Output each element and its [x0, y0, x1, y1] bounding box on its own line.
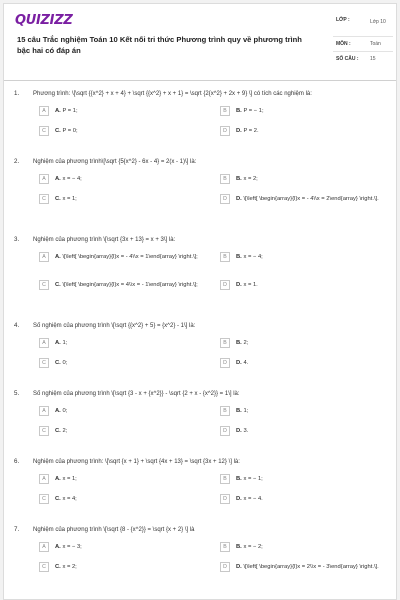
option-text [55, 359, 210, 367]
meta-socau-label: SỐ CÂU : [336, 56, 359, 62]
meta-socau-value: 15 [370, 56, 376, 62]
option-value: x = − 3; [62, 544, 82, 550]
option-text [236, 281, 391, 289]
question-3 [4, 236, 396, 314]
option-text [55, 475, 210, 483]
option-key: C. [55, 428, 61, 434]
option-text [236, 359, 391, 367]
option-value: 0; [62, 408, 68, 414]
option-text [55, 543, 210, 551]
option-text [236, 127, 391, 135]
option-letter-box: C [39, 126, 49, 136]
option-key: D. [236, 282, 242, 288]
option-key: C. [55, 564, 61, 570]
option-letter-box: C [39, 280, 49, 290]
question-5 [4, 390, 396, 450]
option-value: x = − 4; [243, 254, 263, 260]
option-text [236, 475, 391, 483]
option-key: D. [236, 428, 242, 434]
option-letter-box: C [39, 194, 49, 204]
question-4 [4, 322, 396, 382]
meta-box [333, 14, 393, 66]
question-number: 6. [14, 458, 20, 465]
option-key: B. [236, 544, 242, 550]
option-key: A. [55, 176, 61, 182]
option-letter-box: D [220, 426, 230, 436]
option-letter-box: C [39, 426, 49, 436]
option-value: \[\left[ \begin{array}{l}x = - 4\\x = 1\end{array} \right.\]; [62, 254, 198, 260]
option-value: 2; [62, 428, 68, 434]
option-key: C. [55, 360, 61, 366]
option-key: D. [236, 564, 242, 570]
option-letter-box: B [220, 252, 230, 262]
option-letter-box: A [39, 474, 49, 484]
option-key: A. [55, 254, 61, 260]
question-2 [4, 158, 396, 228]
question-6 [4, 458, 396, 518]
option-key: C. [55, 196, 61, 202]
option-text [55, 407, 210, 415]
option-key: A. [55, 544, 61, 550]
meta-lop-value: Lớp 10 [370, 19, 386, 25]
option-text [236, 107, 391, 115]
option-text [236, 427, 391, 435]
option-text [55, 339, 210, 347]
option-text [55, 107, 210, 115]
option-text [55, 175, 210, 183]
meta-lop-label: LỚP : [336, 17, 350, 23]
question-number: 2. [14, 158, 20, 165]
option-letter-box: D [220, 126, 230, 136]
option-key: C. [55, 282, 61, 288]
option-text [236, 195, 391, 203]
option-letter-box: D [220, 280, 230, 290]
option-letter-box: A [39, 252, 49, 262]
question-text: Nghiệm của phương trình \[\sqrt {8 - {x^2}} = \sqrt {x + 2} \] là [33, 527, 195, 533]
option-text [236, 495, 391, 503]
question-number: 5. [14, 390, 20, 397]
question-number: 4. [14, 322, 20, 329]
option-value: x = 1. [243, 282, 258, 288]
option-value: P = − 1; [243, 108, 264, 114]
option-letter-box: C [39, 358, 49, 368]
option-key: C. [55, 128, 61, 134]
option-value: 2; [243, 340, 249, 346]
option-value: x = 1; [62, 196, 77, 202]
option-letter-box: D [220, 562, 230, 572]
option-key: D. [236, 496, 242, 502]
option-value: x = 4; [62, 496, 77, 502]
option-key: A. [55, 340, 61, 346]
worksheet-header [4, 4, 396, 81]
option-letter-box: A [39, 406, 49, 416]
option-key: B. [236, 176, 242, 182]
option-letter-box: C [39, 494, 49, 504]
option-text [236, 563, 391, 571]
question-number: 3. [14, 236, 20, 243]
option-letter-box: B [220, 474, 230, 484]
option-letter-box: A [39, 542, 49, 552]
option-text [55, 427, 210, 435]
option-text [236, 339, 391, 347]
option-letter-box: D [220, 358, 230, 368]
question-text: Nghiệm của phương trình\[\sqrt {5{x^2} - 6x - 4} = 2(x - 1)\] là: [33, 159, 197, 165]
option-letter-box: C [39, 562, 49, 572]
option-value: \[\left[ \begin{array}{l}x = 2\\x = - 3\end{array} \right.\]. [243, 564, 379, 570]
option-value: x = 1; [62, 476, 77, 482]
meta-mon-value: Toán [370, 41, 381, 47]
option-letter-box: B [220, 106, 230, 116]
option-key: B. [236, 476, 242, 482]
option-text [55, 195, 210, 203]
option-value: x = 2; [62, 564, 77, 570]
option-key: D. [236, 196, 242, 202]
question-1 [4, 90, 396, 150]
option-value: x = − 1; [243, 476, 263, 482]
option-text [55, 127, 210, 135]
meta-row-lop [333, 14, 393, 37]
option-value: 1; [243, 408, 249, 414]
option-key: B. [236, 108, 242, 114]
question-text: Nghiệm của phương trình: \[\sqrt {x + 1} + \sqrt {4x + 13} = \sqrt {3x + 12} \] là: [33, 459, 240, 465]
option-value: x = − 2; [243, 544, 263, 550]
worksheet-page [3, 3, 397, 600]
option-key: A. [55, 108, 61, 114]
option-letter-box: B [220, 542, 230, 552]
option-key: B. [236, 408, 242, 414]
option-letter-box: A [39, 338, 49, 348]
option-value: P = 2. [243, 128, 259, 134]
question-number: 7. [14, 526, 20, 533]
option-value: 1; [62, 340, 68, 346]
option-letter-box: D [220, 194, 230, 204]
option-letter-box: B [220, 338, 230, 348]
option-text [55, 495, 210, 503]
option-key: C. [55, 496, 61, 502]
question-text: Số nghiệm của phương trình \[\sqrt {3 - x + {x^2}} - \sqrt {2 + x - {x^2}} = 1\] là: [33, 391, 240, 397]
option-letter-box: B [220, 406, 230, 416]
option-value: P = 0; [62, 128, 78, 134]
question-number: 1. [14, 90, 20, 97]
option-text [236, 253, 391, 261]
quizizz-logo: QUIZIZZ [15, 13, 73, 28]
question-text: Số nghiệm của phương trình \[\sqrt {{x^2} + 5} = {x^2} - 1\] là: [33, 323, 196, 329]
option-text [236, 407, 391, 415]
meta-row-socau [333, 52, 393, 66]
option-key: B. [236, 254, 242, 260]
question-text: Phương trình: \[\sqrt {{x^2} + x + 4} + \sqrt {{x^2} + x + 1} = \sqrt {2{x^2} + 2x + 9} \] có tích các nghiệm là: [33, 91, 312, 97]
option-text [55, 253, 210, 261]
option-value: \[\left[ \begin{array}{l}x = - 4\\x = 2\end{array} \right.\]. [243, 196, 379, 202]
option-key: D. [236, 128, 242, 134]
option-text [236, 175, 391, 183]
option-value: x = − 4. [243, 496, 263, 502]
option-value: x = 2; [243, 176, 258, 182]
option-letter-box: A [39, 174, 49, 184]
option-key: D. [236, 360, 242, 366]
option-value: \[\left[ \begin{array}{l}x = 4\\x = - 1\end{array} \right.\]; [62, 282, 198, 288]
option-value: 4. [243, 360, 249, 366]
option-value: x = − 4; [62, 176, 82, 182]
option-key: A. [55, 476, 61, 482]
option-text [236, 543, 391, 551]
option-value: P = 1; [62, 108, 78, 114]
option-key: B. [236, 340, 242, 346]
option-letter-box: B [220, 174, 230, 184]
option-letter-box: A [39, 106, 49, 116]
question-text: Nghiệm của phương trình \[\sqrt {3x + 13} = x + 3\] là: [33, 237, 176, 243]
worksheet-title: 15 câu Trắc nghiệm Toán 10 Kết nối tri thức Phương trình quy về phương trình bậc hai có đáp án [17, 35, 302, 55]
option-letter-box: D [220, 494, 230, 504]
meta-row-mon [333, 37, 393, 52]
option-text [55, 563, 210, 571]
question-7 [4, 526, 396, 596]
option-text [55, 281, 210, 289]
meta-mon-label: MÔN : [336, 41, 351, 47]
option-value: 3. [243, 428, 249, 434]
option-value: 0; [62, 360, 68, 366]
option-key: A. [55, 408, 61, 414]
